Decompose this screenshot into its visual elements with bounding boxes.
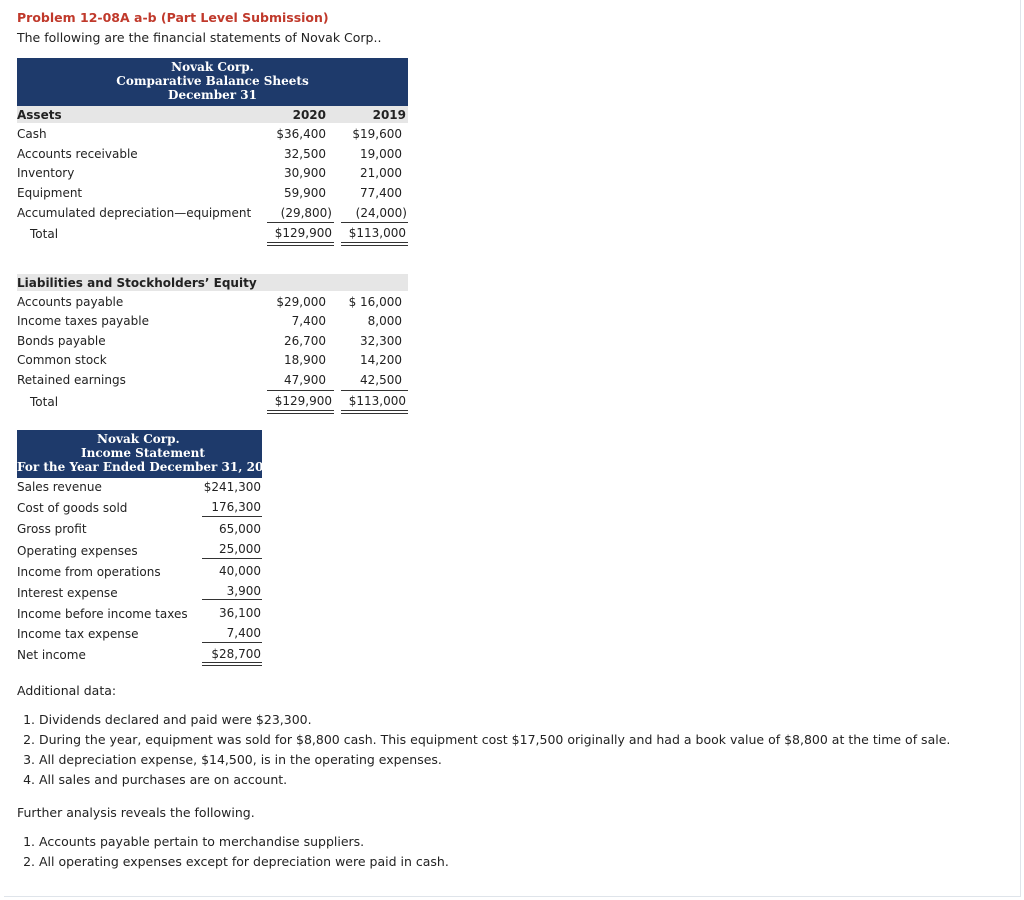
rule-line <box>267 390 334 391</box>
income-label: Income from operations <box>17 565 161 579</box>
asset-label: Accumulated depreciation—equipment <box>17 206 252 220</box>
liab-total-2020: $129,900 <box>274 394 332 408</box>
income-label: Cost of goods sold <box>17 501 128 515</box>
list-item: 2. All operating expenses except for depreciation were paid in cash. <box>39 852 449 872</box>
asset-label: Equipment <box>17 186 83 200</box>
assets-total-2019: $113,000 <box>348 226 406 240</box>
is-statement-name: Income Statement <box>81 446 205 460</box>
income-value: 36,100 <box>219 606 261 620</box>
income-label: Interest expense <box>17 586 118 600</box>
liability-2019: 42,500 <box>360 373 402 387</box>
list-item: 1. Accounts payable pertain to merchandise suppliers. <box>39 832 449 852</box>
income-label: Net income <box>17 648 86 662</box>
income-value: 176,300 <box>211 500 261 514</box>
balance-sheet-header <box>17 58 408 106</box>
income-statement-header <box>17 430 281 478</box>
liab-total-2019: $113,000 <box>348 394 406 408</box>
liability-2020: $29,000 <box>276 295 326 309</box>
liability-2019: 14,200 <box>360 353 402 367</box>
asset-2019: 21,000 <box>360 166 402 180</box>
liability-label: Accounts payable <box>17 295 124 309</box>
income-value: $241,300 <box>203 480 261 494</box>
income-value: 25,000 <box>219 542 261 556</box>
assets-heading: Assets <box>17 108 62 122</box>
list-item: 2. During the year, equipment was sold for $8,800 cash. This equipment cost $17,500 originally and had a book value of $8,800 at the time of sale. <box>39 730 950 750</box>
additional-data-title: Additional data: <box>17 683 117 698</box>
income-value: $28,700 <box>211 647 261 661</box>
income-label: Income tax expense <box>17 627 139 641</box>
is-period: For the Year Ended December 31, 2020 <box>17 460 281 474</box>
rule-line <box>267 222 334 223</box>
further-analysis-title: Further analysis reveals the following. <box>17 805 255 820</box>
double-rule <box>202 662 262 666</box>
rule-line <box>202 599 262 600</box>
asset-2019: $19,600 <box>352 127 402 141</box>
rule-line <box>202 558 262 559</box>
income-value: 7,400 <box>226 626 261 640</box>
rule-line <box>202 516 262 517</box>
assets-total-label: Total <box>30 227 59 241</box>
asset-label: Cash <box>17 127 47 141</box>
additional-data-list <box>17 710 950 790</box>
asset-label: Inventory <box>17 166 75 180</box>
asset-2020: 32,500 <box>284 147 326 161</box>
double-rule <box>341 410 408 414</box>
liability-2020: 47,900 <box>284 373 326 387</box>
problem-title: Problem 12-08A a-b (Part Level Submission) <box>17 10 329 25</box>
list-item: 1. Dividends declared and paid were $23,300. <box>39 710 950 730</box>
asset-2020: $36,400 <box>276 127 326 141</box>
asset-2019: 19,000 <box>360 147 402 161</box>
liability-2019: 8,000 <box>367 314 402 328</box>
income-label: Gross profit <box>17 522 87 536</box>
asset-2019: (24,000) <box>355 206 407 220</box>
liability-2020: 26,700 <box>284 334 326 348</box>
col-2019-header: 2019 <box>372 108 406 122</box>
asset-label: Accounts receivable <box>17 147 138 161</box>
list-item: 4. All sales and purchases are on account. <box>39 770 950 790</box>
bs-statement-name: Comparative Balance Sheets <box>116 74 309 88</box>
double-rule <box>267 242 334 246</box>
liability-2020: 18,900 <box>284 353 326 367</box>
liability-2020: 7,400 <box>291 314 326 328</box>
liability-label: Common stock <box>17 353 107 367</box>
liability-2019: 32,300 <box>360 334 402 348</box>
bs-company: Novak Corp. <box>171 60 254 74</box>
income-label: Income before income taxes <box>17 607 188 621</box>
assets-total-2020: $129,900 <box>274 226 332 240</box>
income-value: 40,000 <box>219 564 261 578</box>
income-label: Operating expenses <box>17 544 138 558</box>
rule-line <box>341 222 408 223</box>
liability-label: Retained earnings <box>17 373 126 387</box>
liability-label: Bonds payable <box>17 334 106 348</box>
asset-2019: 77,400 <box>360 186 402 200</box>
asset-2020: 59,900 <box>284 186 326 200</box>
income-value: 65,000 <box>219 522 261 536</box>
is-company: Novak Corp. <box>97 432 180 446</box>
double-rule <box>267 410 334 414</box>
list-item: 3. All depreciation expense, $14,500, is in the operating expenses. <box>39 750 950 770</box>
rule-line <box>202 642 262 643</box>
income-label: Sales revenue <box>17 480 102 494</box>
rule-line <box>341 390 408 391</box>
asset-2020: (29,800) <box>280 206 332 220</box>
asset-2020: 30,900 <box>284 166 326 180</box>
liability-2019: $ 16,000 <box>348 295 402 309</box>
further-analysis-list <box>17 832 449 872</box>
double-rule <box>341 242 408 246</box>
problem-intro: The following are the financial statements of Novak Corp.. <box>17 30 382 45</box>
liabilities-heading: Liabilities and Stockholders’ Equity <box>17 276 257 290</box>
liab-total-label: Total <box>30 395 59 409</box>
income-value: 3,900 <box>226 584 261 598</box>
col-2020-header: 2020 <box>292 108 326 122</box>
bs-date: December 31 <box>168 88 257 102</box>
liability-label: Income taxes payable <box>17 314 149 328</box>
